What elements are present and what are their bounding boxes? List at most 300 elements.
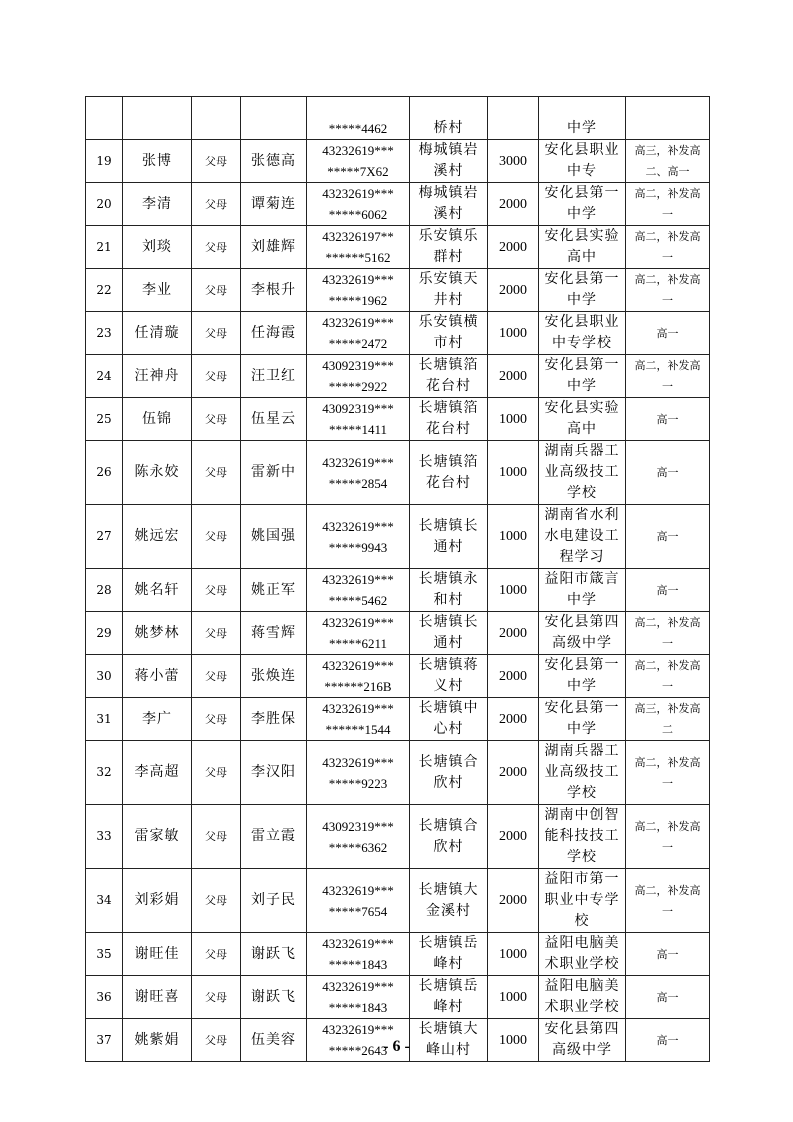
relation-cell — [192, 97, 241, 140]
parent-name-cell — [241, 183, 307, 226]
table-row — [86, 655, 710, 698]
address-cell — [410, 269, 488, 312]
amount-cell — [488, 226, 539, 269]
table-row — [86, 976, 710, 1019]
grade-note-line-1: 高三，补发高 — [634, 144, 701, 157]
grade-note-line-1: 高二，补发高一 — [634, 819, 701, 854]
address-line-1: 梅城镇岩 — [418, 185, 479, 201]
school-line-3: 程学习 — [559, 549, 605, 565]
school-cell — [539, 805, 626, 869]
address-cell — [410, 441, 488, 505]
amount-cell — [488, 140, 539, 183]
amount: 2000 — [499, 829, 527, 844]
grade-note-line-1: 高一 — [656, 412, 679, 426]
id-number-line-1: 43232619*** — [322, 518, 394, 534]
address-cell — [410, 805, 488, 869]
student-name: 刘琰 — [142, 238, 172, 255]
relation-cell — [192, 933, 241, 976]
address-line-1: 乐安镇横 — [418, 314, 479, 330]
student-name-cell — [123, 312, 192, 355]
student-name-cell — [123, 569, 192, 612]
row-number: 37 — [96, 1032, 112, 1047]
school-line-1: 益阳市第一 — [544, 871, 620, 887]
row-number: 26 — [96, 465, 112, 479]
parent-name-cell — [241, 869, 307, 933]
relation: 父母 — [205, 830, 227, 843]
relation-cell — [192, 569, 241, 612]
amount: 2000 — [499, 196, 527, 212]
amount: 2000 — [499, 765, 527, 780]
address-line-2: 花台村 — [426, 421, 471, 437]
school-line-1: 湖南中创智 — [544, 807, 620, 823]
student-name: 谢旺喜 — [134, 988, 180, 1005]
amount-cell — [488, 97, 539, 140]
student-name: 谢旺佳 — [134, 945, 180, 962]
amount-cell — [488, 976, 539, 1019]
row-number: 30 — [96, 668, 112, 683]
school-line-2: 中学 — [567, 206, 597, 222]
parent-name: 姚正军 — [251, 581, 296, 598]
school-cell — [539, 976, 626, 1019]
row-number-cell — [86, 741, 123, 805]
id-number-line-1: 43232619*** — [322, 186, 394, 201]
parent-name: 伍星云 — [251, 410, 296, 427]
school-cell — [539, 933, 626, 976]
grade-note-line-1: 高一 — [656, 1033, 679, 1047]
school-line-2: 中学 — [567, 120, 597, 136]
page-number: - 6 - — [383, 1038, 410, 1055]
relation-cell — [192, 398, 241, 441]
row-number-cell — [86, 355, 123, 398]
relation: 父母 — [205, 412, 227, 426]
grade-note-line-1: 高一 — [656, 326, 679, 340]
address-cell — [410, 698, 488, 741]
amount: 3000 — [499, 153, 527, 169]
address-line-1: 乐安镇乐 — [418, 228, 479, 244]
school-line-2: 中学 — [567, 678, 597, 694]
id-number-line-1: 43232619*** — [322, 143, 394, 158]
id-number-cell — [307, 741, 410, 805]
school-line-2: 能科技技工 — [544, 828, 620, 844]
school-line-3: 学校 — [567, 485, 597, 501]
student-name-cell — [123, 933, 192, 976]
school-cell — [539, 226, 626, 269]
table-body — [86, 97, 710, 1062]
parent-name: 刘子民 — [251, 892, 296, 908]
school-line-1: 安化县第一 — [544, 357, 620, 373]
row-number-cell — [86, 805, 123, 869]
student-name-cell — [123, 398, 192, 441]
address-line-2: 溪村 — [433, 206, 464, 222]
parent-name: 谢跃飞 — [251, 988, 296, 1005]
row-number-cell — [86, 933, 123, 976]
student-name-cell — [123, 140, 192, 183]
id-number-cell — [307, 441, 410, 505]
id-number-line-2: *****1962 — [328, 293, 388, 308]
id-number-line-2: *****7654 — [328, 903, 388, 919]
id-number-line-1: 43232619*** — [322, 979, 394, 994]
school-line-1: 安化县第一 — [544, 700, 620, 716]
student-name: 李广 — [142, 710, 172, 727]
grade-note-cell — [626, 698, 710, 741]
student-name: 蒋小蕾 — [134, 667, 180, 684]
relation-cell — [192, 741, 241, 805]
relation-cell — [192, 312, 241, 355]
grade-note-cell — [626, 355, 710, 398]
amount: 2000 — [499, 368, 527, 384]
table-row — [86, 312, 710, 355]
row-number: 25 — [96, 411, 112, 426]
address-line-2: 峰山村 — [426, 1042, 471, 1058]
parent-name-cell — [241, 976, 307, 1019]
relation: 父母 — [205, 894, 227, 907]
student-name-cell — [123, 355, 192, 398]
id-number-line-1: 43232619*** — [322, 1022, 394, 1037]
address-line-1: 长塘镇中 — [418, 700, 479, 716]
relation-cell — [192, 698, 241, 741]
school-cell — [539, 869, 626, 933]
amount: 1000 — [499, 529, 527, 544]
school-cell — [539, 505, 626, 569]
relation-cell — [192, 183, 241, 226]
id-number-line-1: 43092319*** — [322, 401, 394, 416]
address-line-2: 溪村 — [433, 163, 464, 179]
relation: 父母 — [205, 583, 227, 597]
relation: 父母 — [205, 669, 227, 683]
id-number-cell — [307, 655, 410, 698]
school-cell — [539, 612, 626, 655]
row-number: 34 — [96, 893, 112, 907]
student-name-cell — [123, 226, 192, 269]
school-cell — [539, 269, 626, 312]
grade-note-cell — [626, 741, 710, 805]
parent-name-cell — [241, 741, 307, 805]
id-number-cell — [307, 355, 410, 398]
row-number: 32 — [96, 765, 112, 779]
school-line-2: 高级中学 — [552, 1042, 612, 1058]
address-cell — [410, 655, 488, 698]
table-row — [86, 869, 710, 933]
parent-name: 谭菊连 — [251, 195, 296, 212]
school-cell — [539, 312, 626, 355]
row-number-cell — [86, 612, 123, 655]
address-cell — [410, 355, 488, 398]
row-number-cell — [86, 226, 123, 269]
student-name: 汪神舟 — [134, 367, 180, 384]
parent-name: 刘雄辉 — [251, 238, 296, 255]
school-line-2: 中专学校 — [552, 335, 612, 351]
student-name: 姚梦林 — [134, 624, 180, 641]
parent-name-cell — [241, 441, 307, 505]
school-line-2: 职业中专学 — [544, 892, 620, 908]
table-row — [86, 355, 710, 398]
address-line-1: 长塘镇合 — [418, 753, 479, 770]
id-number-line-1: 43232619*** — [322, 882, 394, 898]
school-line-2: 中学 — [567, 378, 597, 394]
amount-cell — [488, 612, 539, 655]
school-line-2: 术职业学校 — [544, 956, 620, 972]
row-number-cell — [86, 140, 123, 183]
id-number-line-2: *****2854 — [328, 475, 388, 491]
address-cell — [410, 869, 488, 933]
row-number-cell — [86, 441, 123, 505]
grade-note-cell — [626, 976, 710, 1019]
address-line-2: 义村 — [433, 678, 464, 694]
relation-cell — [192, 612, 241, 655]
amount-cell — [488, 655, 539, 698]
amount: 2000 — [499, 668, 527, 684]
id-number-line-2: *****1843 — [328, 957, 388, 972]
table-row — [86, 805, 710, 869]
amount-cell — [488, 398, 539, 441]
address-cell — [410, 97, 488, 140]
amount: 1000 — [499, 411, 527, 427]
school-line-2: 中学 — [567, 592, 597, 608]
table-row — [86, 505, 710, 569]
student-name-cell — [123, 741, 192, 805]
amount-cell — [488, 698, 539, 741]
id-number-line-1: 43232619*** — [322, 754, 394, 770]
id-number-line-2: *****5462 — [328, 593, 388, 608]
id-number-cell — [307, 569, 410, 612]
grade-note-cell — [626, 569, 710, 612]
id-number-cell — [307, 869, 410, 933]
school-line-1: 湖南兵器工 — [544, 743, 620, 759]
id-number-cell — [307, 312, 410, 355]
id-number-line-1: 43092319*** — [322, 358, 394, 373]
amount-cell — [488, 933, 539, 976]
amount: 2000 — [499, 625, 527, 641]
grade-note-line-1: 高一 — [656, 530, 679, 543]
student-name: 张博 — [142, 152, 172, 169]
school-cell — [539, 398, 626, 441]
student-name-cell — [123, 698, 192, 741]
grade-note-cell — [626, 505, 710, 569]
id-number-cell — [307, 226, 410, 269]
address-line-2: 市村 — [433, 335, 464, 351]
parent-name-cell — [241, 505, 307, 569]
parent-name-cell — [241, 97, 307, 140]
relation: 父母 — [205, 947, 227, 961]
grade-note-cell — [626, 97, 710, 140]
grade-note-cell — [626, 398, 710, 441]
relation: 父母 — [205, 712, 227, 726]
school-cell — [539, 97, 626, 140]
amount: 2000 — [499, 893, 527, 908]
parent-name: 雷立霞 — [251, 828, 296, 844]
parent-name: 张焕连 — [251, 667, 296, 684]
parent-name-cell — [241, 226, 307, 269]
relation-cell — [192, 869, 241, 933]
row-number-cell — [86, 698, 123, 741]
id-number-line-2: *****2472 — [328, 336, 388, 351]
school-cell — [539, 569, 626, 612]
address-line-1: 长塘镇长 — [418, 614, 479, 630]
grade-note-cell — [626, 612, 710, 655]
school-line-2: 中学 — [567, 292, 597, 308]
id-number-line-1: 43232619*** — [322, 658, 394, 673]
grade-note-line-1: 高二，补发高一 — [634, 883, 701, 918]
id-number-line-2: *****9223 — [328, 775, 388, 791]
relation: 父母 — [205, 154, 227, 168]
student-name-cell — [123, 612, 192, 655]
grade-note-cell — [626, 441, 710, 505]
amount-cell — [488, 269, 539, 312]
id-number-line-2: *****9943 — [328, 539, 388, 555]
id-number-line-1: 43232619*** — [322, 272, 394, 287]
address-line-2: 花台村 — [426, 378, 471, 394]
parent-name-cell — [241, 698, 307, 741]
student-name: 姚名轩 — [134, 581, 180, 598]
grade-note-line-1: 高一 — [656, 583, 679, 597]
relation-cell — [192, 805, 241, 869]
school-line-1: 安化县职业 — [544, 314, 620, 330]
grade-note-line-2: 二、高一 — [645, 165, 690, 178]
row-number-cell — [86, 97, 123, 140]
id-number-line-2: *****4462 — [328, 121, 388, 136]
student-name-cell — [123, 441, 192, 505]
row-number: 23 — [96, 325, 112, 340]
table-row — [86, 269, 710, 312]
row-number: 29 — [96, 625, 112, 640]
student-name: 姚远宏 — [134, 528, 180, 544]
school-cell — [539, 698, 626, 741]
row-number: 28 — [96, 582, 112, 597]
id-number-cell — [307, 933, 410, 976]
address-line-2: 通村 — [433, 538, 464, 555]
parent-name-cell — [241, 269, 307, 312]
id-number-line-1: 43232619*** — [322, 454, 394, 470]
id-number-cell — [307, 97, 410, 140]
row-number-cell — [86, 869, 123, 933]
row-number-cell — [86, 269, 123, 312]
address-cell — [410, 569, 488, 612]
row-number: 31 — [96, 711, 112, 726]
address-cell — [410, 312, 488, 355]
student-name: 任清璇 — [134, 324, 180, 341]
id-number-line-2: *****6062 — [328, 207, 388, 222]
student-name: 刘彩娟 — [134, 892, 180, 908]
student-aid-table — [85, 96, 710, 1062]
relation: 父母 — [205, 240, 227, 254]
student-name-cell — [123, 805, 192, 869]
id-number-cell — [307, 505, 410, 569]
school-line-2: 高中 — [567, 249, 597, 265]
parent-name: 蒋雪辉 — [251, 624, 296, 641]
school-line-2: 高级中学 — [552, 635, 612, 651]
parent-name-cell — [241, 933, 307, 976]
school-line-2: 高中 — [567, 421, 597, 437]
school-line-1: 安化县第四 — [544, 614, 620, 630]
address-cell — [410, 741, 488, 805]
relation: 父母 — [205, 197, 227, 211]
table-row — [86, 612, 710, 655]
id-number-line-2: *****1411 — [328, 422, 388, 437]
row-number-cell — [86, 183, 123, 226]
address-cell — [410, 183, 488, 226]
student-name-cell — [123, 183, 192, 226]
id-number-line-2: ******216B — [324, 679, 392, 694]
amount: 1000 — [499, 465, 527, 480]
student-name: 李清 — [142, 195, 172, 212]
amount: 1000 — [499, 989, 527, 1005]
school-line-3: 学校 — [567, 785, 597, 801]
grade-note-cell — [626, 869, 710, 933]
school-line-2: 业高级技工 — [544, 464, 620, 480]
school-line-1: 安化县第四 — [544, 1021, 620, 1037]
amount-cell — [488, 183, 539, 226]
amount-cell — [488, 741, 539, 805]
school-line-2: 术职业学校 — [544, 999, 620, 1015]
grade-note-line-1: 高一 — [656, 990, 679, 1004]
row-number-cell — [86, 312, 123, 355]
parent-name: 伍美容 — [251, 1031, 296, 1048]
address-line-2: 井村 — [433, 292, 464, 308]
school-line-1: 益阳市箴言 — [544, 571, 620, 587]
address-line-1: 长塘镇蒋 — [418, 657, 479, 673]
school-line-1: 安化县实验 — [544, 228, 620, 244]
grade-note-cell — [626, 312, 710, 355]
id-number-line-2: *****2922 — [328, 379, 388, 394]
row-number-cell — [86, 655, 123, 698]
id-number-line-1: 43232619*** — [322, 936, 394, 951]
address-line-1: 长塘镇大 — [418, 881, 479, 898]
grade-note-cell — [626, 933, 710, 976]
address-line-2: 桥村 — [433, 120, 464, 136]
relation-cell — [192, 226, 241, 269]
address-cell — [410, 976, 488, 1019]
address-line-1: 长塘镇岳 — [418, 978, 479, 994]
id-number-line-2: ******1544 — [325, 722, 391, 737]
parent-name: 李汉阳 — [251, 764, 296, 780]
school-line-1: 湖南省水利 — [544, 507, 620, 523]
table-row — [86, 441, 710, 505]
amount: 1000 — [499, 325, 527, 341]
relation-cell — [192, 441, 241, 505]
amount: 1000 — [499, 1032, 527, 1048]
row-number: 36 — [96, 989, 112, 1004]
id-number-cell — [307, 183, 410, 226]
grade-note-cell — [626, 140, 710, 183]
address-line-1: 长塘镇箔 — [418, 453, 479, 470]
parent-name-cell — [241, 805, 307, 869]
school-line-2: 水电建设工 — [544, 528, 620, 544]
id-number-cell — [307, 805, 410, 869]
school-cell — [539, 183, 626, 226]
relation: 父母 — [205, 990, 227, 1004]
parent-name: 李根升 — [251, 281, 296, 298]
relation: 父母 — [205, 530, 227, 543]
amount-cell — [488, 805, 539, 869]
parent-name-cell — [241, 312, 307, 355]
relation: 父母 — [205, 466, 227, 479]
address-line-2: 峰村 — [433, 956, 464, 972]
address-line-2: 群村 — [433, 249, 464, 265]
student-name: 李业 — [142, 281, 172, 298]
address-line-2: 峰村 — [433, 999, 464, 1015]
address-line-2: 欣村 — [433, 838, 464, 855]
id-number-cell — [307, 269, 410, 312]
student-name-cell — [123, 655, 192, 698]
row-number: 21 — [96, 239, 112, 254]
amount: 2000 — [499, 239, 527, 255]
address-line-2: 金溪村 — [426, 902, 471, 919]
relation: 父母 — [205, 1033, 227, 1047]
table-row — [86, 933, 710, 976]
student-name-cell — [123, 269, 192, 312]
grade-note-line-1: 高二，补发高一 — [634, 187, 701, 221]
school-cell — [539, 441, 626, 505]
